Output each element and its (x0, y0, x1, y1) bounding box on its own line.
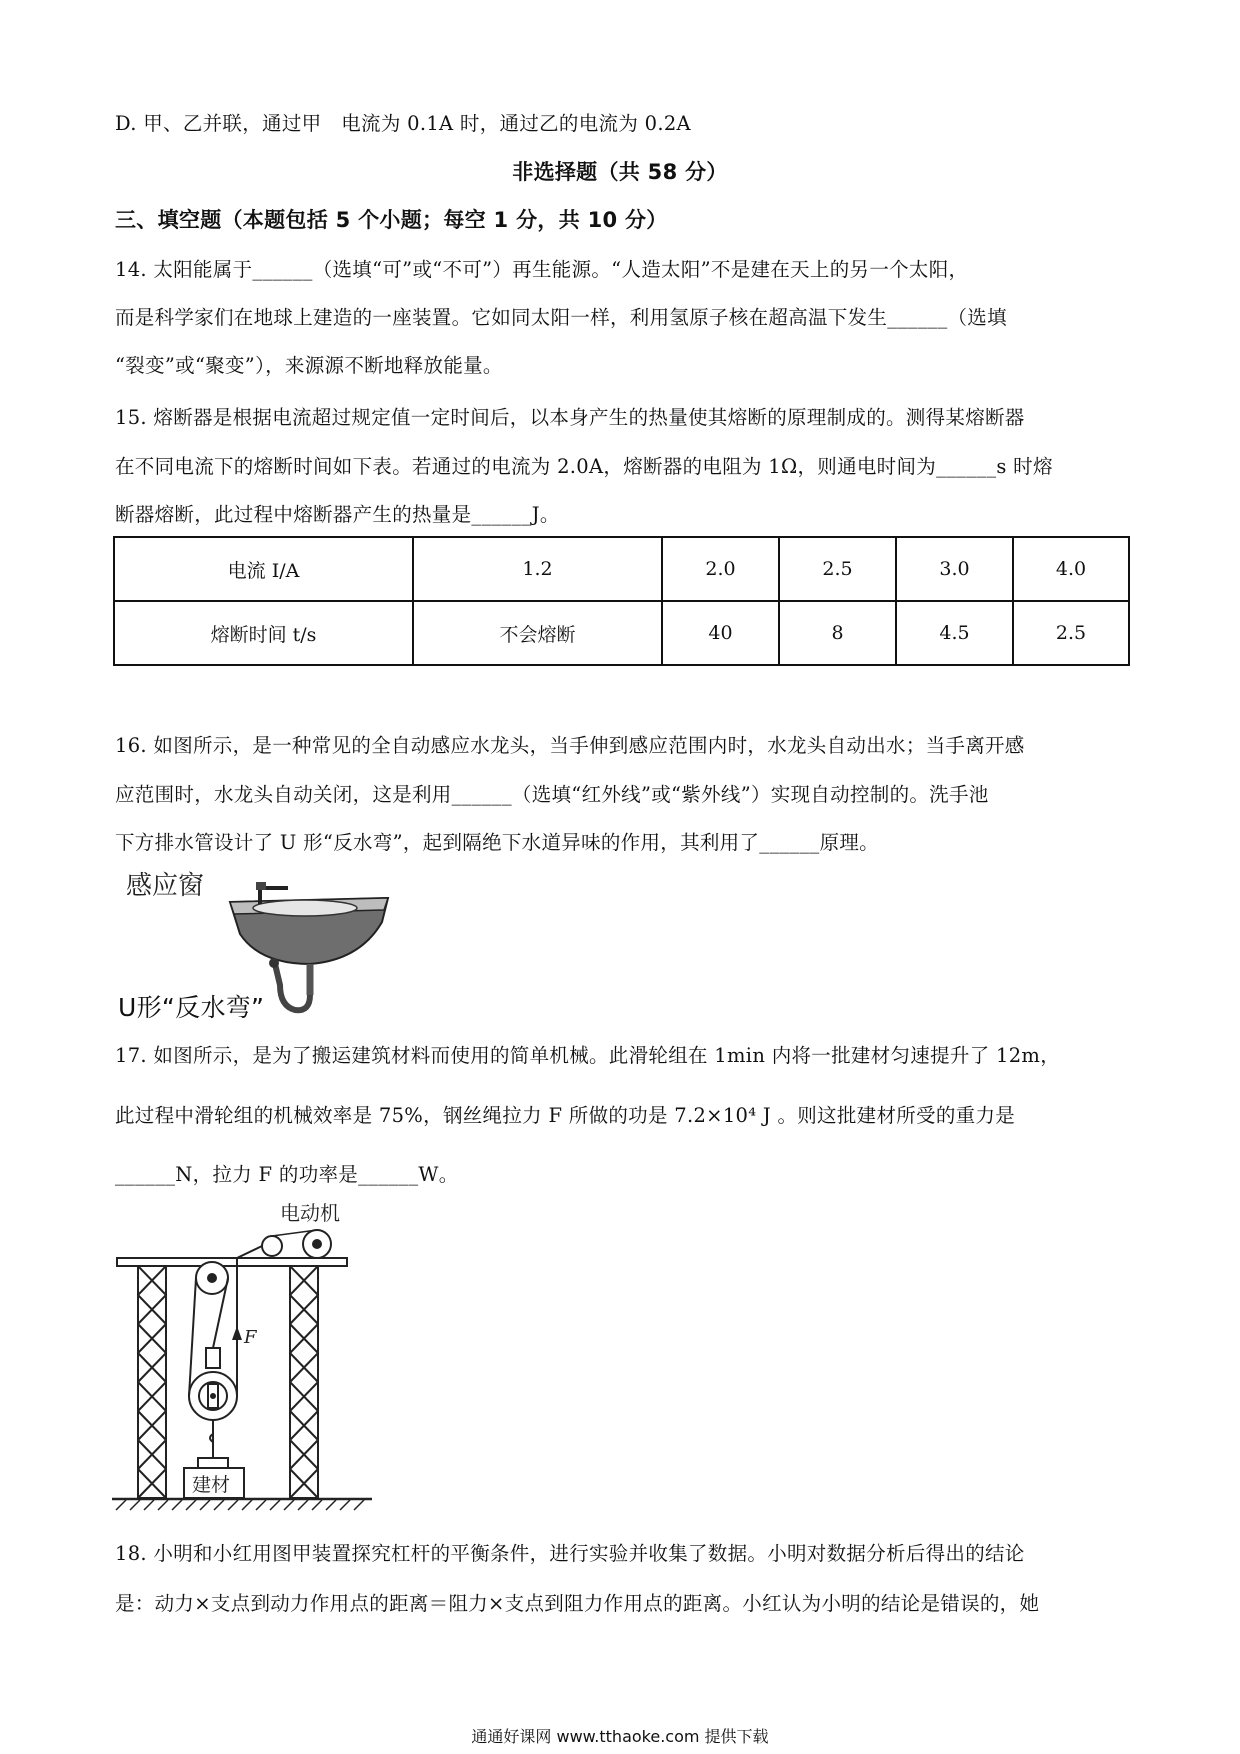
top-beam (117, 1258, 347, 1266)
ground-hatch (116, 1500, 364, 1510)
movable-pulley-axle (210, 1393, 216, 1399)
sensor-window-icon (256, 882, 266, 890)
motor-pulley (262, 1236, 282, 1256)
rope-left (189, 1278, 196, 1396)
table-cell: 40 (662, 601, 779, 665)
table-cell: 8 (779, 601, 896, 665)
table-cell: 2.5 (779, 537, 896, 601)
force-arrow-icon (232, 1326, 242, 1340)
q15-line-3: 断器熔断，此过程中熔断器产生的热量是______J。 (115, 503, 560, 526)
q14-line-3: “裂变”或“聚变”），来源源不断地释放能量。 (115, 354, 503, 377)
q16-line-2: 应范围时，水龙头自动关闭，这是利用______（选填“红外线”或“紫外线”）实现自动控制的。洗手池 (115, 783, 989, 806)
q17-line-1: 17. 如图所示，是为了搬运建筑材料而使用的简单机械。此滑轮组在 1min 内将一批建材匀速提升了 12m， (115, 1044, 1061, 1067)
table-cell: 3.0 (896, 537, 1013, 601)
motor-axle (312, 1239, 322, 1249)
fixed-pulley-axle (207, 1273, 217, 1283)
rope-to-motor (237, 1246, 262, 1258)
table-cell: 4.5 (896, 601, 1013, 665)
q16-line-3: 下方排水管设计了 U 形“反水弯”，起到隔绝下水道异味的作用，其利用了______原理。 (115, 831, 879, 854)
right-tower (290, 1266, 318, 1498)
pulley-hook-block (206, 1348, 220, 1368)
q17-line-2: 此过程中滑轮组的机械效率是 75%，钢丝绳拉力 F 所做的功是 7.2×10⁴ J 。则这批建材所受的重力是 (115, 1104, 1016, 1127)
table-row-header: 电流 I/A (114, 537, 413, 601)
section-nonchoice-title: 非选择题（共 58 分） (512, 160, 728, 184)
material-cap (198, 1458, 228, 1468)
table-cell: 2.5 (1013, 601, 1129, 665)
motor-belt (272, 1230, 317, 1236)
sink-bowl (253, 900, 357, 916)
label-material: 建材 (192, 1474, 231, 1496)
section-fill-title: 三、填空题（本题包括 5 个小题；每空 1 分，共 10 分） (115, 208, 668, 232)
label-motor: 电动机 (280, 1201, 340, 1225)
q15-line-2: 在不同电流下的熔断时间如下表。若通过的电流为 2.0A，熔断器的电阻为 1Ω，则通电时间为______s 时熔 (115, 455, 1053, 478)
q16-line-1: 16. 如图所示，是一种常见的全自动感应水龙头，当手伸到感应范围内时，水龙头自动出水；当手离开感 (115, 734, 1025, 757)
table-cell: 1.2 (413, 537, 662, 601)
sink-label-window: 感应窗 (126, 871, 205, 901)
table-cell: 4.0 (1013, 537, 1129, 601)
pulley-figure (112, 1198, 382, 1518)
q18-line-1: 18. 小明和小红用图甲装置探究杠杆的平衡条件，进行实验并收集了数据。小明对数据分析后得出的结论 (115, 1542, 1025, 1565)
table-row (114, 601, 1129, 665)
page-footer: 通通好课网 www.tthaoke.com 提供下载 (471, 1727, 769, 1746)
q13-option-d: D. 甲、乙并联，通过甲 电流为 0.1A 时，通过乙的电流为 0.2A (115, 112, 691, 135)
label-force: F (244, 1327, 257, 1348)
sink-label-u-trap: U形“反水弯” (118, 993, 265, 1022)
table-row-header: 熔断时间 t/s (114, 601, 413, 665)
q14-line-1: 14. 太阳能属于______（选填“可”或“不可”）再生能源。“人造太阳”不是建在天上的另一个太阳， (115, 258, 969, 281)
table-row (114, 537, 1129, 601)
q14-line-2: 而是科学家们在地球上建造的一座装置。它如同太阳一样，利用氢原子核在超高温下发生______（选填 (115, 306, 1007, 329)
q18-line-2: 是：动力×支点到动力作用点的距离＝阻力×支点到阻力作用点的距离。小红认为小明的结论是错误的，她 (115, 1592, 1040, 1615)
left-tower (138, 1266, 166, 1498)
fuse-data-table (113, 536, 1130, 666)
q15-line-1: 15. 熔断器是根据电流超过规定值一定时间后，以本身产生的热量使其熔断的原理制成的。测得某熔断器 (115, 406, 1025, 429)
table-cell: 2.0 (662, 537, 779, 601)
table-cell: 不会熔断 (413, 601, 662, 665)
u-trap-pipe (275, 964, 310, 1010)
pipe-end (269, 958, 279, 968)
q17-line-3: ______N，拉力 F 的功率是______W。 (115, 1163, 459, 1186)
